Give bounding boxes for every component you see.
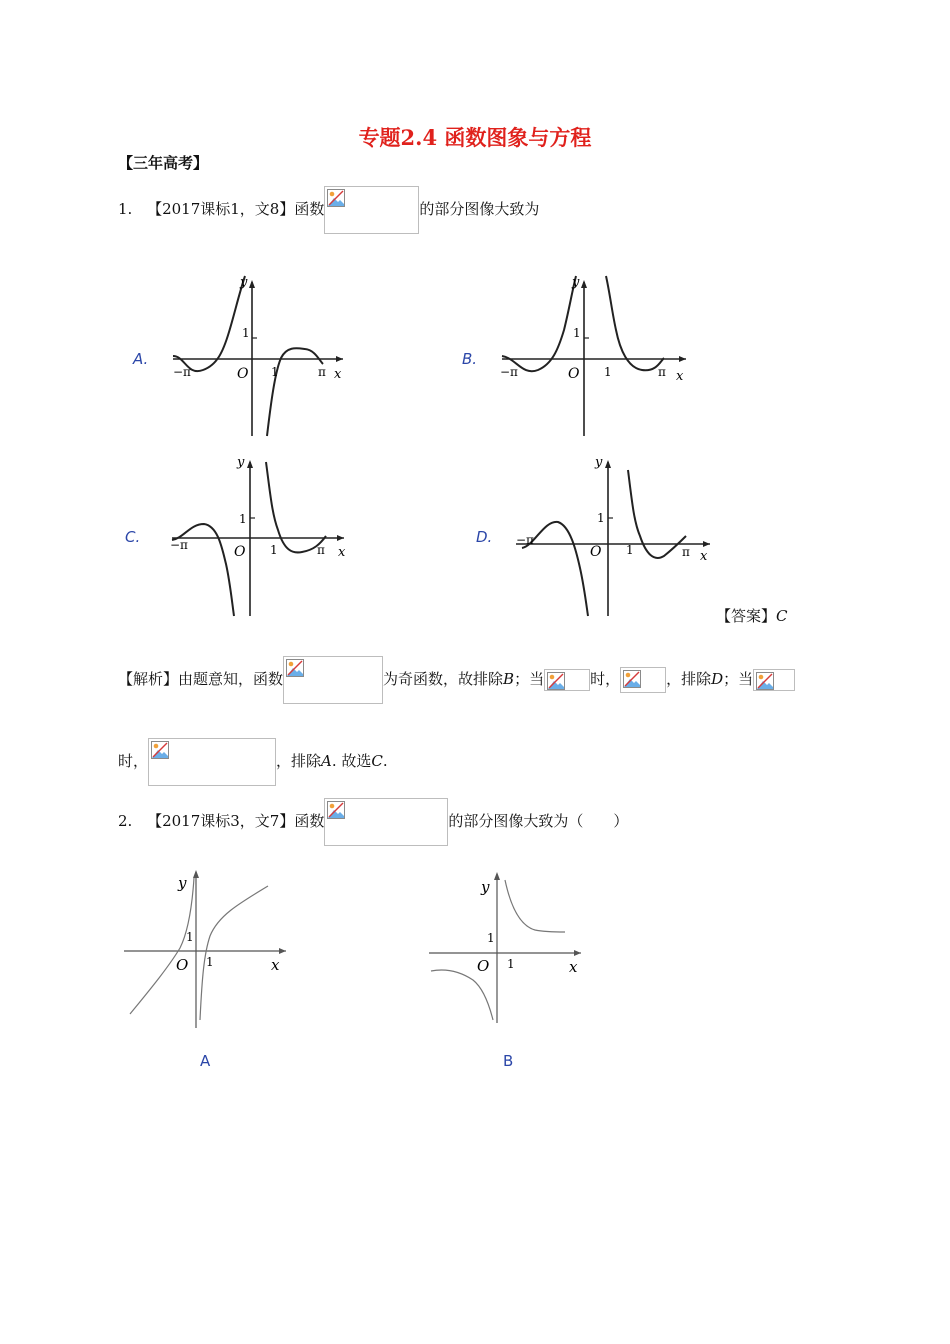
graph-option-b [458, 272, 703, 440]
question-tail: 的部分图像大致为 [419, 200, 540, 218]
formula-image-placeholder [544, 669, 590, 691]
broken-image-icon [756, 672, 774, 690]
axis-label-y: y [240, 275, 248, 290]
option-label-b: B [503, 1052, 514, 1070]
analysis-line-1 [118, 656, 795, 704]
origin-label: O [234, 544, 246, 560]
tick-label-1-y: 1 [239, 512, 247, 526]
tick-label-1-x: 1 [507, 957, 515, 971]
analysis-text: B [503, 670, 515, 688]
origin-label: O [237, 366, 249, 382]
analysis-text: 时， [118, 752, 149, 770]
axis-label-x: x [271, 956, 280, 974]
tick-label-1-y: 1 [573, 326, 581, 340]
tick-label-1-x: 1 [270, 543, 278, 557]
tick-label-neg-pi: −π [173, 365, 191, 379]
tick-label-1-x: 1 [604, 365, 612, 379]
tick-label-pi: π [318, 365, 326, 379]
axis-label-y: y [178, 874, 187, 892]
analysis-text: ，排除 [666, 670, 712, 688]
tick-label-1-x: 1 [271, 365, 279, 379]
question-2 [118, 798, 628, 846]
formula-image-placeholder [324, 798, 448, 846]
analysis-text: A [321, 752, 332, 770]
page-title: 专题2.4 函数图象与方程 [358, 125, 592, 150]
question-lead: 函数 [294, 200, 325, 218]
question-number: 2. [118, 812, 133, 830]
tick-label-1-y: 1 [186, 930, 194, 944]
graph-option-a [125, 272, 355, 440]
formula-image-placeholder [753, 669, 795, 691]
question-source: 【2017课标1，文8】 [147, 200, 295, 218]
option-label-c: C. [125, 528, 141, 546]
graph-option-d [472, 452, 717, 620]
tick-label-neg-pi: −π [500, 365, 518, 379]
axis-label-x: x [338, 545, 346, 560]
analysis-text: ，排除 [276, 752, 322, 770]
analysis-text: ；当 [723, 670, 754, 688]
tick-label-1-y: 1 [597, 511, 605, 525]
tick-label-pi: π [317, 543, 325, 557]
tick-label-neg-pi: −π [170, 538, 188, 552]
axis-label-y: y [237, 455, 245, 470]
broken-image-icon [547, 672, 565, 690]
tick-label-1-x: 1 [206, 955, 214, 969]
question-1 [118, 186, 539, 234]
axis-label-x: x [700, 549, 708, 564]
analysis-text: 时， [590, 670, 621, 688]
tick-label-pi: π [658, 365, 666, 379]
option-label-d: D. [476, 528, 493, 546]
origin-label: O [590, 544, 602, 560]
analysis-text: D [711, 670, 724, 688]
analysis-text: C [371, 752, 383, 770]
option-label-a: A. [133, 350, 149, 368]
axis-label-x: x [569, 958, 578, 976]
question-tail: 的部分图像大致为（ ） [448, 812, 629, 830]
analysis-text: 由题意知，函数 [178, 670, 284, 688]
tick-label-1-y: 1 [487, 931, 495, 945]
formula-image-placeholder [324, 186, 419, 234]
question-lead: 函数 [294, 812, 325, 830]
answer-line [716, 605, 788, 626]
answer-value: C [776, 607, 788, 625]
axis-label-x: x [676, 369, 684, 384]
tick-label-pi: π [682, 545, 690, 559]
answer-label: 【答案】 [716, 607, 777, 625]
analysis-text: . [382, 752, 388, 770]
broken-image-icon [151, 741, 169, 759]
broken-image-icon [623, 670, 641, 688]
broken-image-icon [327, 801, 345, 819]
graph-option-c [120, 452, 355, 620]
formula-image-placeholder [283, 656, 383, 704]
origin-label: O [568, 366, 580, 382]
analysis-text: ；当 [514, 670, 545, 688]
analysis-text: 为奇函数，故排除 [383, 670, 504, 688]
origin-label: O [477, 957, 490, 975]
broken-image-icon [286, 659, 304, 677]
q2-graph-option-a [118, 868, 293, 1073]
option-label-b: B. [462, 350, 478, 368]
question-source: 【2017课标3，文7】 [147, 812, 295, 830]
tick-label-neg-pi: −π [516, 533, 534, 547]
analysis-label: 【解析】 [118, 670, 179, 688]
axis-label-y: y [572, 275, 580, 290]
broken-image-icon [327, 189, 345, 207]
q2-graph-option-b [425, 868, 590, 1073]
analysis-text: . 故选 [331, 752, 372, 770]
analysis-line-2 [118, 738, 388, 786]
section-heading: 【三年高考】 [118, 154, 209, 172]
question-number: 1. [118, 200, 133, 218]
origin-label: O [176, 956, 189, 974]
axis-label-y: y [481, 878, 490, 896]
tick-label-1-y: 1 [242, 326, 250, 340]
option-label-a: A [200, 1052, 211, 1070]
formula-image-placeholder [148, 738, 276, 786]
formula-image-placeholder [620, 667, 666, 693]
axis-label-x: x [334, 367, 342, 382]
axis-label-y: y [595, 455, 603, 470]
tick-label-1-x: 1 [626, 543, 634, 557]
